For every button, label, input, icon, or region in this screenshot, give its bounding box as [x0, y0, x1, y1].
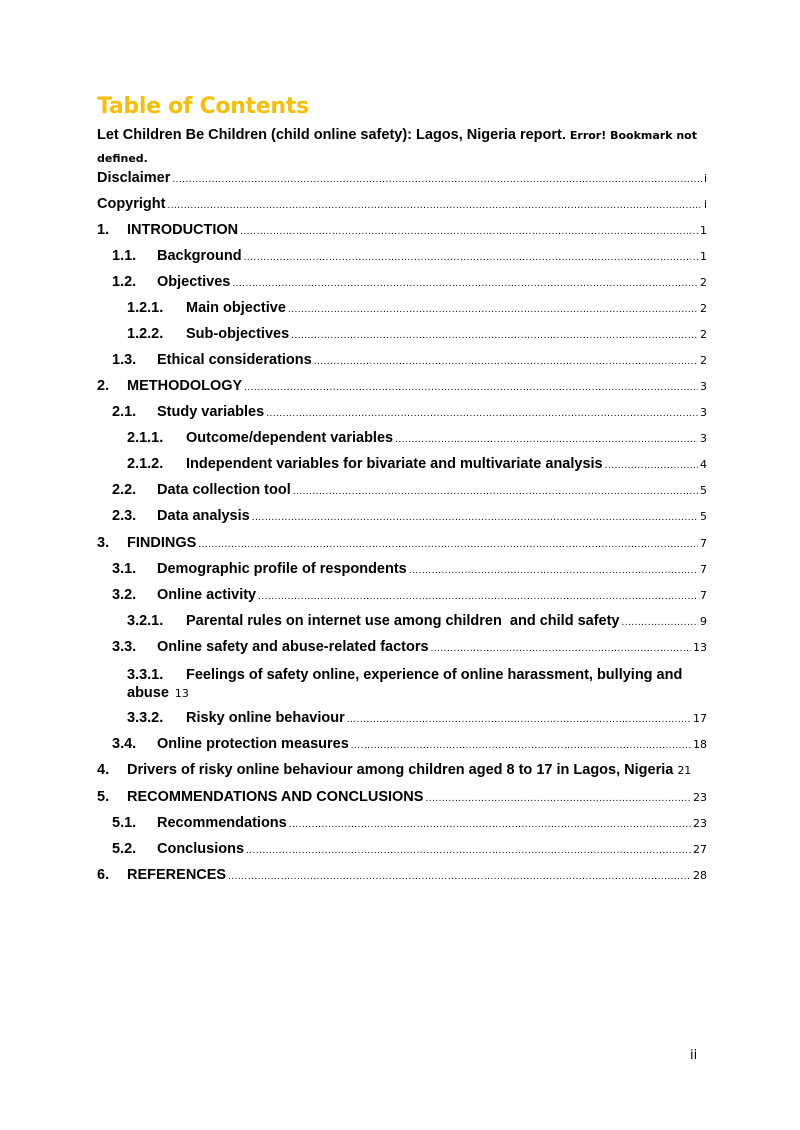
toc-entry-data-analysis[interactable] — [112, 508, 707, 524]
toc-entry-label: Objectives — [157, 274, 231, 290]
toc-entry-label: Risky online behaviour — [186, 710, 345, 726]
toc-title: Table of Contents — [97, 94, 309, 119]
toc-entry-page: 21 — [677, 764, 692, 777]
toc-entry-risky-behaviour[interactable] — [127, 710, 707, 726]
report-title-entry[interactable] — [97, 124, 707, 170]
leader-dots — [314, 356, 698, 367]
toc-entry-page: 9 — [700, 615, 707, 628]
toc-entry-label: Recommendations — [157, 815, 287, 831]
toc-entry-number: 1.3. — [112, 352, 137, 368]
toc-entry-page: 23 — [693, 791, 707, 804]
toc-entry-label: Data analysis — [157, 508, 250, 524]
leader-dots — [240, 226, 698, 237]
toc-entry-label: Study variables — [157, 404, 265, 420]
toc-entry-disclaimer[interactable] — [97, 170, 707, 186]
toc-entry-page: 28 — [693, 869, 707, 882]
toc-entry-number: 3. — [97, 535, 110, 551]
toc-entry-copyright[interactable] — [97, 196, 707, 212]
toc-entry-label: Online safety and abuse-related factors — [157, 639, 429, 655]
toc-entry-label: METHODOLOGY — [127, 378, 243, 394]
toc-entry-recommendations[interactable] — [112, 815, 707, 831]
toc-entry-page: 2 — [700, 354, 707, 367]
leader-dots — [425, 793, 691, 804]
leader-dots — [232, 278, 698, 289]
toc-entry-label: REFERENCES — [127, 867, 227, 883]
toc-entry-page: 2 — [700, 276, 707, 289]
toc-entry-number: 2.2. — [112, 482, 137, 498]
report-title-label: Let Children Be Children (child online safety): Lagos, Nigeria report — [97, 127, 562, 143]
toc-entry-page: 4 — [700, 458, 707, 471]
toc-entry-page: 5 — [700, 510, 707, 523]
toc-entry-independent-variables[interactable] — [127, 456, 707, 472]
toc-entry-label: Copyright — [97, 196, 166, 212]
leader-dots — [258, 591, 698, 602]
leader-dots — [293, 486, 698, 497]
toc-entry-page: 2 — [700, 302, 707, 315]
toc-entry-demographic-profile[interactable] — [112, 561, 707, 577]
toc-entry-number: 2. — [97, 378, 110, 394]
leader-dots — [409, 565, 698, 576]
toc-entry-label: Ethical considerations — [157, 352, 312, 368]
leader-dots — [246, 845, 691, 856]
toc-entry-label: Main objective — [186, 300, 286, 316]
toc-entry-number: 1.2.2. — [127, 326, 164, 342]
toc-entry-label: Online protection measures — [157, 736, 349, 752]
toc-entry-number: 3.3.2. — [127, 710, 164, 726]
toc-entry-number: 5. — [97, 789, 110, 805]
leader-dots — [351, 740, 691, 751]
bookmark-error: . Error! Bookmark not defined. — [97, 129, 697, 165]
toc-entry-number: 3.3. — [112, 639, 137, 655]
leader-dots — [347, 714, 691, 725]
toc-entry-feelings-of-safety[interactable] — [127, 666, 707, 703]
toc-entry-number: 5.1. — [112, 815, 137, 831]
toc-entry-number: 6. — [97, 867, 110, 883]
toc-entry-number: 2.1.1. — [127, 430, 164, 446]
toc-entry-page: i — [703, 172, 707, 185]
toc-entry-page: 7 — [700, 537, 707, 550]
toc-entry-label: FINDINGS — [127, 535, 197, 551]
toc-entry-parental-rules[interactable] — [127, 613, 707, 629]
toc-entry-page: 2 — [700, 328, 707, 341]
toc-entry-online-safety[interactable] — [112, 639, 707, 655]
toc-entry-label: Demographic profile of respondents — [157, 561, 407, 577]
toc-entry-page: 3 — [700, 406, 707, 419]
toc-entry-label: RECOMMENDATIONS AND CONCLUSIONS — [127, 789, 424, 805]
toc-entry-online-activity[interactable] — [112, 587, 707, 603]
toc-entry-page: 17 — [693, 712, 707, 725]
toc-entry-number: 3.2. — [112, 587, 137, 603]
toc-entry-number: 1.2.1. — [127, 300, 164, 316]
toc-entry-page: 1 — [700, 250, 707, 263]
toc-entry-label: INTRODUCTION — [127, 222, 239, 238]
toc-entry-page: 3 — [700, 380, 707, 393]
leader-dots — [291, 330, 698, 341]
toc-entry-methodology[interactable] — [97, 378, 707, 394]
toc-entry-data-collection-tool[interactable] — [112, 482, 707, 498]
toc-entry-page: 13 — [174, 687, 189, 700]
toc-entry-sub-objectives[interactable] — [127, 326, 707, 342]
toc-entry-outcome-variables[interactable] — [127, 430, 707, 446]
toc-entry-page: 3 — [700, 432, 707, 445]
toc-entry-study-variables[interactable] — [112, 404, 707, 420]
leader-dots — [167, 200, 701, 211]
toc-entry-conclusions[interactable] — [112, 841, 707, 857]
toc-entry-number: 1. — [97, 222, 110, 238]
toc-entry-label: Outcome/dependent variables — [186, 430, 394, 446]
toc-entry-protection-measures[interactable] — [112, 736, 707, 752]
leader-dots — [288, 304, 698, 315]
leader-dots — [172, 174, 702, 185]
leader-dots — [605, 460, 698, 471]
toc-entry-page: 7 — [700, 563, 707, 576]
toc-entry-label: Independent variables for bivariate and multivariate analysis — [186, 456, 603, 472]
toc-entry-page: i — [703, 198, 707, 211]
toc-entry-number: 1.1. — [112, 248, 137, 264]
toc-entry-page: 27 — [693, 843, 707, 856]
toc-entry-page: 13 — [693, 641, 707, 654]
toc-entry-page: 5 — [700, 484, 707, 497]
leader-dots — [244, 252, 698, 263]
toc-entry-introduction[interactable] — [97, 222, 707, 238]
toc-entry-number: 3.3.1. — [127, 667, 164, 683]
toc-entry-label: Sub-objectives — [186, 326, 290, 342]
leader-dots — [252, 512, 698, 523]
toc-entry-findings[interactable] — [97, 535, 707, 551]
leader-dots — [289, 819, 691, 830]
toc-entry-label: Data collection tool — [157, 482, 291, 498]
toc-entry-number: 2.1.2. — [127, 456, 164, 472]
toc-entry-number: 1.2. — [112, 274, 137, 290]
leader-dots — [395, 434, 698, 445]
toc-entry-number: 2.1. — [112, 404, 137, 420]
toc-entry-number: 5.2. — [112, 841, 137, 857]
leader-dots — [431, 643, 691, 654]
leader-dots — [622, 617, 699, 628]
toc-entry-number: 2.3. — [112, 508, 137, 524]
toc-entry-number: 4. — [97, 762, 110, 778]
toc-entry-drivers[interactable] — [97, 762, 707, 778]
toc-entry-label: Background — [157, 248, 242, 264]
toc-entry-label: Feelings of safety online, experience of online harassment, bullying and abuse — [127, 667, 683, 701]
toc-entry-page: 18 — [693, 738, 707, 751]
leader-dots — [266, 408, 698, 419]
leader-dots — [244, 382, 698, 393]
toc-entry-number: 3.1. — [112, 561, 137, 577]
toc-entry-label: Disclaimer — [97, 170, 171, 186]
toc-entry-page: 23 — [693, 817, 707, 830]
toc-entry-number: 3.2.1. — [127, 613, 164, 629]
toc-entry-page: 7 — [700, 589, 707, 602]
toc-entry-page: 1 — [700, 224, 707, 237]
toc-entry-background[interactable] — [112, 248, 707, 264]
toc-entry-label: Drivers of risky online behaviour among children aged 8 to 17 in Lagos, Nigeria — [127, 762, 674, 778]
toc-entry-references[interactable] — [97, 867, 707, 883]
leader-dots — [228, 871, 691, 882]
toc-entry-label: Online activity — [157, 587, 257, 603]
leader-dots — [198, 539, 698, 550]
toc-entry-main-objective[interactable] — [127, 300, 707, 316]
toc-entry-label: Conclusions — [157, 841, 245, 857]
toc-entry-objectives[interactable] — [112, 274, 707, 290]
toc-entry-number: 3.4. — [112, 736, 137, 752]
toc-entry-label: Parental rules on internet use among children and child safety — [186, 613, 620, 629]
toc-entry-recommendations-conclusions[interactable] — [97, 789, 707, 805]
toc-entry-ethical-considerations[interactable] — [112, 352, 707, 368]
page-number: ii — [690, 1048, 698, 1063]
